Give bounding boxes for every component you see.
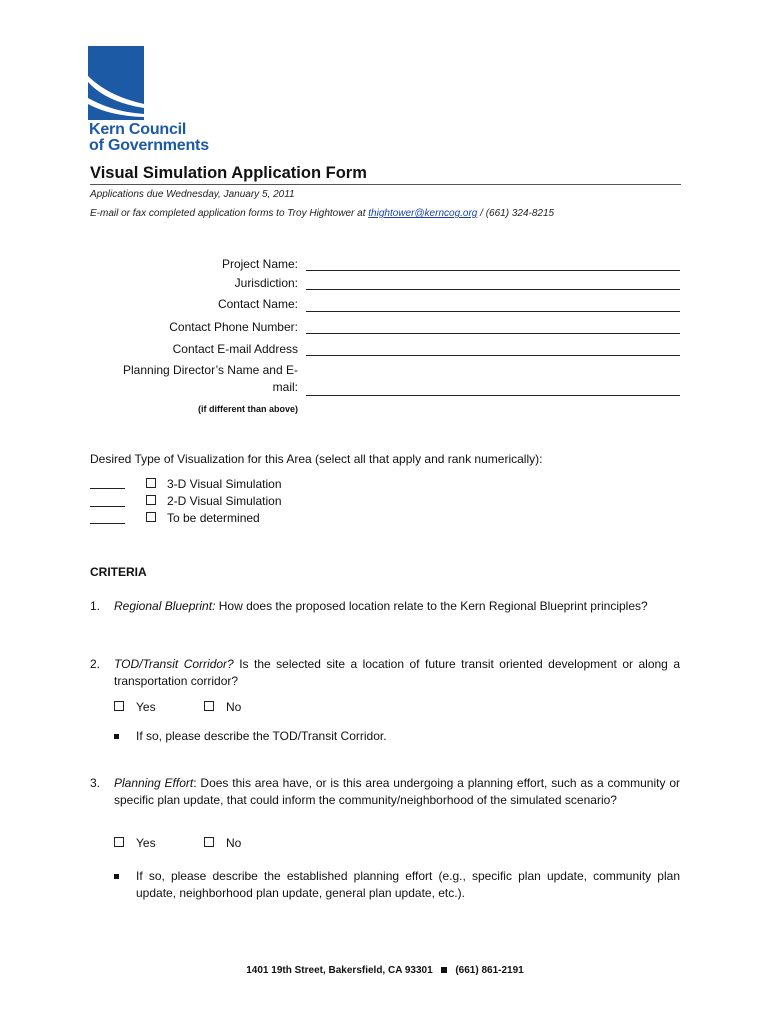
- contact-phone-field[interactable]: [306, 333, 680, 334]
- criteria-2-question: Is the selected site a location of future transit oriented development or along a transportation corridor?: [114, 657, 680, 688]
- contact-name-label: Contact Name:: [217, 297, 298, 311]
- criteria-3-lead: Planning Effort: [114, 776, 194, 790]
- criteria-3-no-checkbox[interactable]: [204, 837, 214, 847]
- jurisdiction-field[interactable]: [306, 289, 680, 290]
- rank-blank-tbd[interactable]: [90, 523, 125, 524]
- visualization-prompt: Desired Type of Visualization for this Area (select all that apply and rank numerically):: [90, 452, 543, 466]
- instructions-suffix: / (661) 324-8215: [477, 208, 555, 219]
- contact-email-label: Contact E-mail Address: [172, 342, 298, 356]
- criteria-2-no-checkbox[interactable]: [204, 701, 214, 711]
- org-name-line2: of Governments: [89, 137, 209, 154]
- project-name-label: Project Name:: [221, 257, 298, 271]
- org-name-line1: Kern Council: [89, 121, 187, 138]
- project-name-field[interactable]: [306, 270, 680, 271]
- criteria-2-no-label: No: [226, 700, 242, 714]
- planning-director-label-line2: mail:: [272, 380, 298, 394]
- criteria-2-text: [114, 656, 680, 690]
- contact-name-field[interactable]: [306, 311, 680, 312]
- planning-director-field[interactable]: [306, 395, 680, 396]
- criteria-2-bullet-icon: [114, 734, 119, 739]
- criteria-3-bullet-icon: [114, 874, 119, 879]
- criteria-1-number: 1.: [90, 599, 101, 613]
- option-2d-label: 2-D Visual Simulation: [167, 494, 282, 508]
- footer-contact: [0, 965, 770, 976]
- criteria-2-followup: If so, please describe the TOD/Transit Corridor.: [136, 729, 387, 743]
- planning-director-label-line1: Planning Director’s Name and E-: [123, 363, 298, 377]
- checkbox-tbd[interactable]: [146, 512, 156, 522]
- contact-email-link[interactable]: thightower@kerncog.org: [368, 208, 478, 219]
- rank-blank-3d[interactable]: [90, 488, 125, 489]
- criteria-3-text: [114, 775, 680, 809]
- criteria-3-question: : Does this area have, or is this area undergoing a planning effort, such as a community or specific plan update, that could inform the community/neighborhood of the simulated scenario?: [114, 776, 680, 807]
- footer-phone: (661) 861-2191: [455, 965, 524, 976]
- criteria-1-question: How does the proposed location relate to the Kern Regional Blueprint principles?: [215, 599, 648, 613]
- criteria-2-yes-label: Yes: [136, 700, 156, 714]
- option-tbd-label: To be determined: [167, 511, 260, 525]
- rank-blank-2d[interactable]: [90, 506, 125, 507]
- criteria-1-text: [114, 598, 684, 615]
- form-title: Visual Simulation Application Form: [90, 164, 367, 182]
- criteria-2-yes-checkbox[interactable]: [114, 701, 124, 711]
- footer-separator-icon: [441, 967, 447, 973]
- option-3d-label: 3-D Visual Simulation: [167, 477, 282, 491]
- criteria-3-yes-label: Yes: [136, 836, 156, 850]
- footer-address: 1401 19th Street, Bakersfield, CA 93301: [246, 965, 433, 976]
- criteria-heading: CRITERIA: [90, 565, 147, 579]
- contact-phone-label: Contact Phone Number:: [169, 320, 298, 334]
- checkbox-3d[interactable]: [146, 478, 156, 488]
- criteria-3-followup: If so, please describe the established planning effort (e.g., specific plan update, community plan update, neighborhood plan update, general plan update, etc.).: [136, 869, 680, 900]
- submission-instructions: [90, 208, 554, 219]
- if-different-note: (if different than above): [197, 404, 298, 414]
- criteria-2-lead: TOD/Transit Corridor?: [114, 657, 234, 671]
- criteria-3-yes-checkbox[interactable]: [114, 837, 124, 847]
- criteria-2-number: 2.: [90, 657, 101, 671]
- criteria-3-number: 3.: [90, 776, 101, 790]
- instructions-prefix: E-mail or fax completed application forms to Troy Hightower at: [90, 208, 369, 219]
- org-name: [89, 122, 209, 154]
- due-date: Applications due Wednesday, January 5, 2011: [90, 189, 295, 200]
- jurisdiction-label: Jurisdiction:: [234, 276, 298, 290]
- criteria-3-no-label: No: [226, 836, 242, 850]
- checkbox-2d[interactable]: [146, 495, 156, 505]
- criteria-1-lead: Regional Blueprint:: [114, 599, 216, 613]
- kern-cog-logo-icon: [88, 46, 144, 120]
- contact-email-field[interactable]: [306, 355, 680, 356]
- title-divider: [90, 184, 681, 185]
